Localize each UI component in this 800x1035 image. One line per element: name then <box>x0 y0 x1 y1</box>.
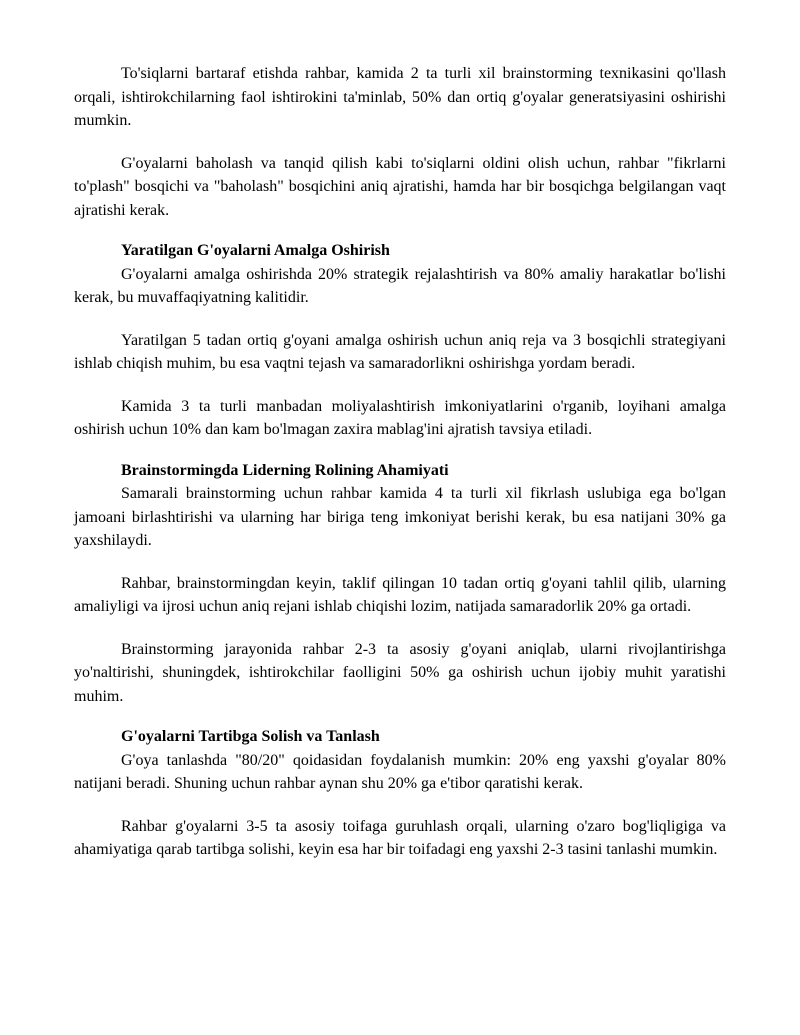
paragraph-team-diversity: Samarali brainstorming uchun rahbar kamida 4 ta turli xil fikrlash uslubiga ega bo'lgan jamoani birlashtirishi va ularning har biriga teng imkoniyat berishi kerak, bu esa natijani 30% ga yaxshilaydi. <box>74 485 726 549</box>
paragraph-overcoming-obstacles: To'siqlarni bartaraf etishda rahbar, kamida 2 ta turli xil brainstorming texnikasini qo'llash orqali, ishtirokchilarning faol ishtirokini ta'minlab, 50% dan ortiq g'oyalar generatsiyasini oshirishi mumkin. <box>74 65 726 129</box>
paragraph-grouping: Rahbar g'oyalarni 3-5 ta asosiy toifaga guruhlash orqali, ularning o'zaro bog'liqligiga va ahamiyatiga qarab tartibga solishi, keyin esa har bir toifadagi eng yaxshi 2-3 tasini tanlashi mumkin. <box>74 817 726 858</box>
paragraph-strategy-ratio: G'oyalarni amalga oshirishda 20% strategik rejalashtirish va 80% amaliy harakatlar bo'lishi kerak, bu muvaffaqiyatning kalitidir. <box>74 265 726 306</box>
paragraph-80-20-rule: G'oya tanlashda "80/20" qoidasidan foydalanish mumkin: 20% eng yaxshi g'oyalar 80% natijani beradi. Shuning uchun rahbar aynan shu 20% ga e'tibor qaratishi kerak. <box>74 751 726 792</box>
heading-organizing-ideas: G'oyalarni Tartibga Solish va Tanlash <box>121 728 380 745</box>
paragraph-analysis-after: Rahbar, brainstormingdan keyin, taklif qilingan 10 tadan ortiq g'oyani tahlil qilib, ularning amaliyligi va ijrosi uchun aniq rejani ishlab chiqishi lozim, natijada samaradorlik 20% ga ortadi. <box>74 574 726 615</box>
paragraph-funding: Kamida 3 ta turli manbadan moliyalashtirish imkoniyatlarini o'rganib, loyihani amalga oshirish uchun 10% dan kam bo'lmagan zaxira mablag'ini ajratish tavsiya etiladi. <box>74 397 726 438</box>
paragraph-positive-environment: Brainstorming jarayonida rahbar 2-3 ta asosiy g'oyani aniqlab, ularni rivojlantirishga yo'naltirishi, shuningdek, ishtirokchilar faolligini 50% ga oshirish uchun ijobiy muhit yaratishi muhim. <box>74 640 726 705</box>
paragraph-separate-stages: G'oyalarni baholash va tanqid qilish kabi to'siqlarni oldini olish uchun, rahbar "fikrlarni to'plash" bosqichi va "baholash" bosqichini aniq ajratishi, hamda har bir bosqichga belgilangan vaqt ajratishi kerak. <box>74 154 726 219</box>
heading-implementing-ideas: Yaratilgan G'oyalarni Amalga Oshirish <box>121 242 390 259</box>
heading-leader-role: Brainstormingda Liderning Rolining Ahamiyati <box>121 461 449 479</box>
paragraph-implementation-plan: Yaratilgan 5 tadan ortiq g'oyani amalga oshirish uchun aniq reja va 3 bosqichli strategiyani ishlab chiqish muhim, bu esa vaqtni tejash va samaradorlikni oshirishga yordam beradi. <box>74 331 726 372</box>
